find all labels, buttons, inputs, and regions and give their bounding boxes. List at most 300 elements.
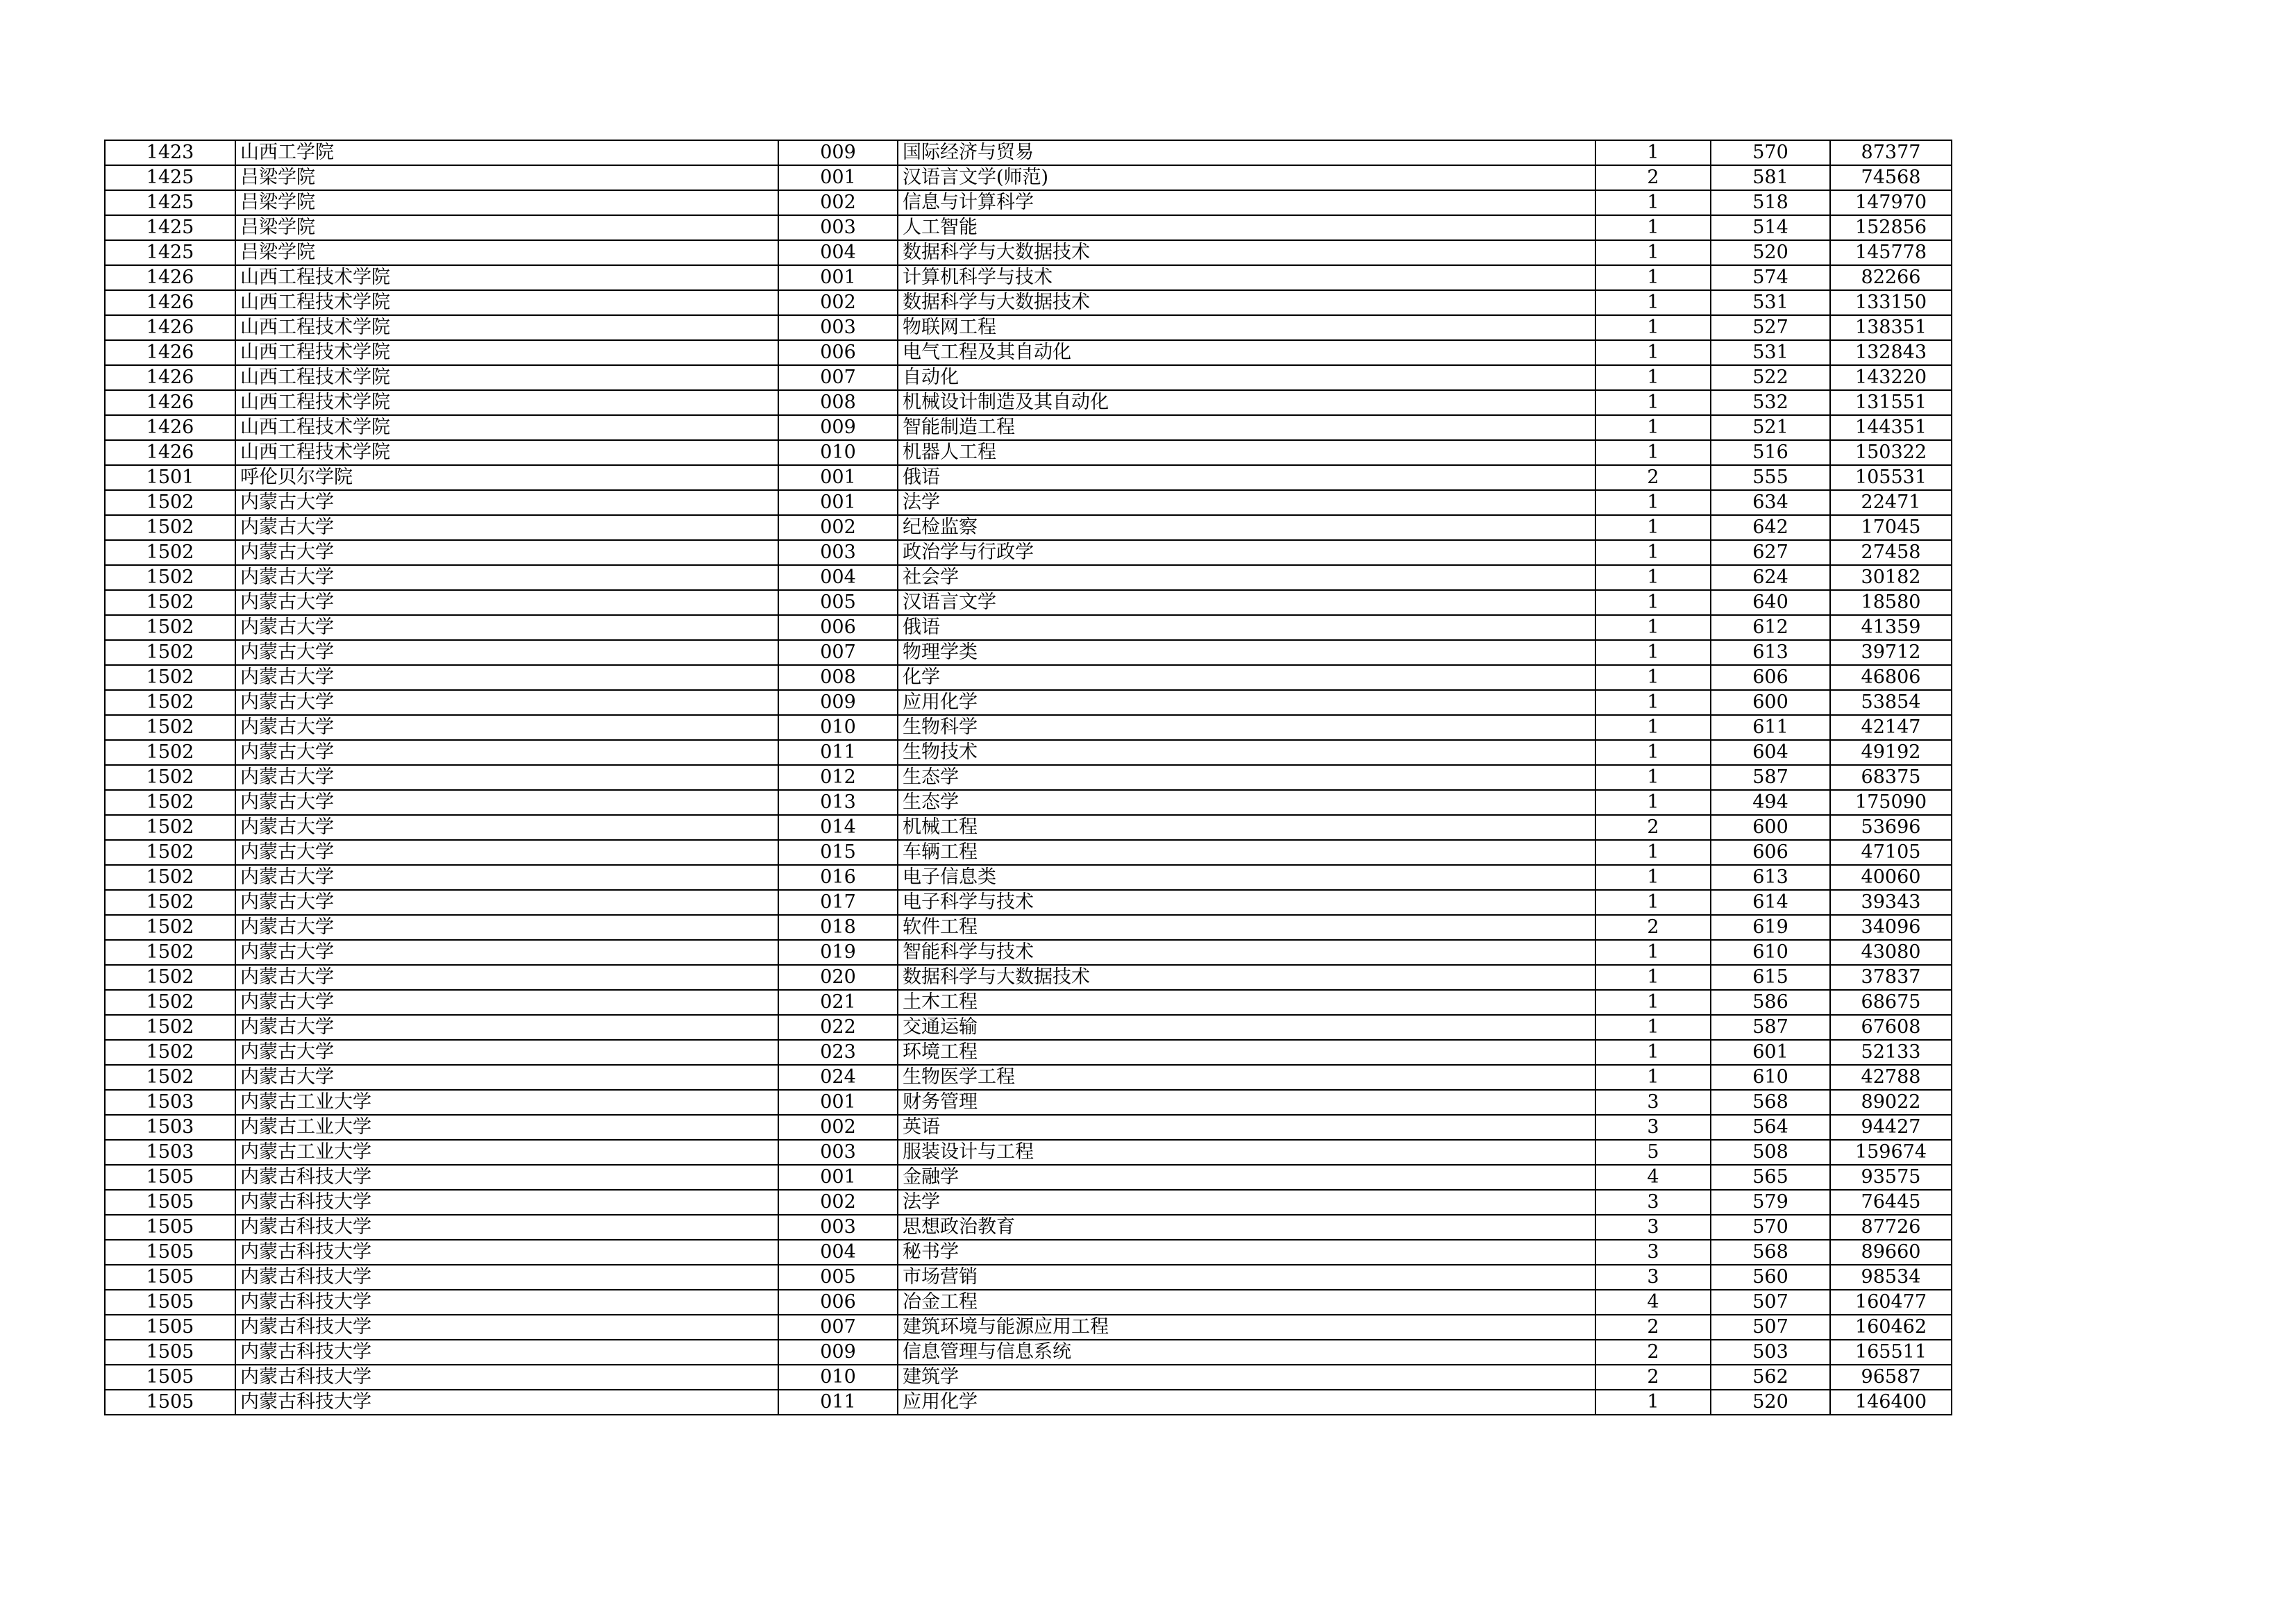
min-rank-cell: 47105 [1830,840,1952,865]
min-rank-cell: 30182 [1830,565,1952,590]
major-code-cell: 001 [778,1090,898,1115]
table-row [105,565,1952,590]
table-row [105,1165,1952,1190]
major-code-cell: 020 [778,965,898,990]
major-code-cell: 001 [778,265,898,290]
plan-count-cell: 1 [1595,265,1711,290]
major-name-cell: 社会学 [898,565,1595,590]
min-score-cell: 640 [1711,590,1830,615]
table-row [105,840,1952,865]
major-name-cell: 电子科学与技术 [898,890,1595,915]
major-code-cell: 006 [778,340,898,365]
major-code-cell: 005 [778,1265,898,1290]
school-name-cell: 内蒙古大学 [235,790,778,815]
major-name-cell: 机器人工程 [898,440,1595,465]
min-score-cell: 560 [1711,1265,1830,1290]
school-code-cell: 1426 [105,365,235,390]
table-row [105,315,1952,340]
school-name-cell: 内蒙古大学 [235,1015,778,1040]
school-name-cell: 内蒙古大学 [235,715,778,740]
major-code-cell: 007 [778,365,898,390]
table-row [105,865,1952,890]
min-rank-cell: 96587 [1830,1365,1952,1390]
plan-count-cell: 3 [1595,1215,1711,1240]
min-score-cell: 586 [1711,990,1830,1015]
plan-count-cell: 1 [1595,765,1711,790]
school-code-cell: 1426 [105,290,235,315]
table-row [105,1190,1952,1215]
major-name-cell: 智能科学与技术 [898,940,1595,965]
major-code-cell: 002 [778,1115,898,1140]
major-name-cell: 应用化学 [898,690,1595,715]
plan-count-cell: 4 [1595,1165,1711,1190]
school-name-cell: 内蒙古科技大学 [235,1240,778,1265]
school-code-cell: 1502 [105,1015,235,1040]
min-score-cell: 555 [1711,465,1830,490]
min-rank-cell: 39712 [1830,640,1952,665]
major-code-cell: 009 [778,690,898,715]
major-code-cell: 004 [778,565,898,590]
major-name-cell: 市场营销 [898,1265,1595,1290]
table-row [105,340,1952,365]
school-code-cell: 1502 [105,715,235,740]
min-score-cell: 619 [1711,915,1830,940]
table-row [105,665,1952,690]
min-rank-cell: 138351 [1830,315,1952,340]
major-name-cell: 生物医学工程 [898,1065,1595,1090]
min-rank-cell: 159674 [1830,1140,1952,1165]
plan-count-cell: 1 [1595,715,1711,740]
table-row [105,990,1952,1015]
plan-count-cell: 1 [1595,140,1711,165]
school-name-cell: 内蒙古大学 [235,865,778,890]
min-rank-cell: 150322 [1830,440,1952,465]
major-name-cell: 法学 [898,490,1595,515]
min-score-cell: 612 [1711,615,1830,640]
major-name-cell: 机械工程 [898,815,1595,840]
table-row [105,240,1952,265]
school-name-cell: 山西工程技术学院 [235,440,778,465]
table-row [105,1065,1952,1090]
min-score-cell: 587 [1711,765,1830,790]
major-name-cell: 化学 [898,665,1595,690]
table-row [105,715,1952,740]
min-score-cell: 601 [1711,1040,1830,1065]
min-score-cell: 570 [1711,1215,1830,1240]
table-row [105,1115,1952,1140]
major-name-cell: 智能制造工程 [898,415,1595,440]
min-score-cell: 531 [1711,290,1830,315]
plan-count-cell: 1 [1595,540,1711,565]
major-name-cell: 俄语 [898,615,1595,640]
min-score-cell: 624 [1711,565,1830,590]
major-name-cell: 俄语 [898,465,1595,490]
major-name-cell: 物联网工程 [898,315,1595,340]
min-rank-cell: 160477 [1830,1290,1952,1315]
min-score-cell: 527 [1711,315,1830,340]
min-rank-cell: 98534 [1830,1265,1952,1290]
school-name-cell: 山西工程技术学院 [235,340,778,365]
min-rank-cell: 42788 [1830,1065,1952,1090]
plan-count-cell: 1 [1595,1065,1711,1090]
school-name-cell: 山西工程技术学院 [235,415,778,440]
min-score-cell: 522 [1711,365,1830,390]
school-name-cell: 内蒙古大学 [235,765,778,790]
min-score-cell: 614 [1711,890,1830,915]
major-code-cell: 006 [778,1290,898,1315]
table-row [105,265,1952,290]
school-name-cell: 内蒙古大学 [235,565,778,590]
school-name-cell: 内蒙古工业大学 [235,1090,778,1115]
major-name-cell: 汉语言文学(师范) [898,165,1595,190]
school-code-cell: 1502 [105,865,235,890]
major-name-cell: 生物科学 [898,715,1595,740]
plan-count-cell: 1 [1595,940,1711,965]
school-code-cell: 1426 [105,440,235,465]
min-rank-cell: 87726 [1830,1215,1952,1240]
min-rank-cell: 43080 [1830,940,1952,965]
min-score-cell: 604 [1711,740,1830,765]
min-score-cell: 600 [1711,690,1830,715]
table-row [105,1240,1952,1265]
major-code-cell: 002 [778,515,898,540]
plan-count-cell: 1 [1595,1390,1711,1415]
major-name-cell: 思想政治教育 [898,1215,1595,1240]
major-name-cell: 物理学类 [898,640,1595,665]
min-score-cell: 568 [1711,1240,1830,1265]
major-code-cell: 002 [778,1190,898,1215]
min-rank-cell: 93575 [1830,1165,1952,1190]
min-rank-cell: 49192 [1830,740,1952,765]
school-code-cell: 1505 [105,1265,235,1290]
plan-count-cell: 2 [1595,1315,1711,1340]
min-score-cell: 627 [1711,540,1830,565]
table-row [105,765,1952,790]
major-name-cell: 数据科学与大数据技术 [898,965,1595,990]
min-rank-cell: 94427 [1830,1115,1952,1140]
school-name-cell: 内蒙古科技大学 [235,1165,778,1190]
school-code-cell: 1426 [105,415,235,440]
table-body [105,140,1952,1415]
plan-count-cell: 1 [1595,790,1711,815]
school-name-cell: 内蒙古科技大学 [235,1290,778,1315]
min-rank-cell: 143220 [1830,365,1952,390]
major-name-cell: 自动化 [898,365,1595,390]
min-rank-cell: 74568 [1830,165,1952,190]
min-score-cell: 570 [1711,140,1830,165]
major-code-cell: 003 [778,215,898,240]
min-rank-cell: 152856 [1830,215,1952,240]
plan-count-cell: 2 [1595,465,1711,490]
min-rank-cell: 87377 [1830,140,1952,165]
school-name-cell: 内蒙古大学 [235,540,778,565]
min-score-cell: 564 [1711,1115,1830,1140]
school-name-cell: 吕梁学院 [235,165,778,190]
major-code-cell: 001 [778,465,898,490]
min-score-cell: 565 [1711,1165,1830,1190]
major-code-cell: 004 [778,1240,898,1265]
major-code-cell: 004 [778,240,898,265]
min-rank-cell: 53854 [1830,690,1952,715]
major-code-cell: 002 [778,190,898,215]
major-name-cell: 英语 [898,1115,1595,1140]
plan-count-cell: 1 [1595,890,1711,915]
major-code-cell: 019 [778,940,898,965]
plan-count-cell: 1 [1595,615,1711,640]
min-rank-cell: 82266 [1830,265,1952,290]
min-rank-cell: 131551 [1830,390,1952,415]
school-name-cell: 内蒙古大学 [235,515,778,540]
plan-count-cell: 1 [1595,365,1711,390]
table-row [105,165,1952,190]
school-code-cell: 1503 [105,1115,235,1140]
table-row [105,690,1952,715]
min-rank-cell: 89660 [1830,1240,1952,1265]
major-code-cell: 013 [778,790,898,815]
plan-count-cell: 1 [1595,840,1711,865]
school-code-cell: 1505 [105,1190,235,1215]
table-row [105,640,1952,665]
min-rank-cell: 40060 [1830,865,1952,890]
min-score-cell: 516 [1711,440,1830,465]
school-code-cell: 1426 [105,315,235,340]
school-code-cell: 1502 [105,940,235,965]
school-code-cell: 1502 [105,815,235,840]
plan-count-cell: 1 [1595,215,1711,240]
plan-count-cell: 1 [1595,515,1711,540]
min-score-cell: 531 [1711,340,1830,365]
min-score-cell: 574 [1711,265,1830,290]
min-score-cell: 611 [1711,715,1830,740]
school-code-cell: 1501 [105,465,235,490]
school-code-cell: 1502 [105,665,235,690]
major-code-cell: 010 [778,715,898,740]
school-name-cell: 内蒙古科技大学 [235,1390,778,1415]
min-score-cell: 587 [1711,1015,1830,1040]
school-name-cell: 内蒙古大学 [235,1065,778,1090]
min-score-cell: 518 [1711,190,1830,215]
school-code-cell: 1425 [105,215,235,240]
school-name-cell: 吕梁学院 [235,215,778,240]
major-name-cell: 土木工程 [898,990,1595,1015]
min-rank-cell: 67608 [1830,1015,1952,1040]
plan-count-cell: 2 [1595,915,1711,940]
min-rank-cell: 68375 [1830,765,1952,790]
major-code-cell: 007 [778,640,898,665]
plan-count-cell: 1 [1595,865,1711,890]
table-row [105,290,1952,315]
min-score-cell: 508 [1711,1140,1830,1165]
school-name-cell: 内蒙古科技大学 [235,1190,778,1215]
school-code-cell: 1502 [105,690,235,715]
major-code-cell: 010 [778,440,898,465]
table-row [105,1015,1952,1040]
school-name-cell: 山西工程技术学院 [235,315,778,340]
major-name-cell: 金融学 [898,1165,1595,1190]
table-row [105,965,1952,990]
min-rank-cell: 175090 [1830,790,1952,815]
school-code-cell: 1423 [105,140,235,165]
plan-count-cell: 1 [1595,315,1711,340]
major-name-cell: 电子信息类 [898,865,1595,890]
school-name-cell: 内蒙古大学 [235,990,778,1015]
plan-count-cell: 3 [1595,1240,1711,1265]
school-code-cell: 1502 [105,790,235,815]
table-row [105,1090,1952,1115]
table-row [105,1290,1952,1315]
major-name-cell: 冶金工程 [898,1290,1595,1315]
school-code-cell: 1505 [105,1340,235,1365]
major-code-cell: 015 [778,840,898,865]
plan-count-cell: 3 [1595,1090,1711,1115]
school-name-cell: 山西工程技术学院 [235,365,778,390]
plan-count-cell: 2 [1595,1365,1711,1390]
table-row [105,215,1952,240]
table-row [105,790,1952,815]
school-name-cell: 内蒙古大学 [235,965,778,990]
school-code-cell: 1502 [105,990,235,1015]
school-name-cell: 内蒙古科技大学 [235,1340,778,1365]
min-score-cell: 514 [1711,215,1830,240]
school-code-cell: 1502 [105,640,235,665]
school-code-cell: 1425 [105,190,235,215]
plan-count-cell: 1 [1595,340,1711,365]
plan-count-cell: 2 [1595,165,1711,190]
major-name-cell: 数据科学与大数据技术 [898,290,1595,315]
major-code-cell: 003 [778,540,898,565]
min-score-cell: 634 [1711,490,1830,515]
major-code-cell: 001 [778,490,898,515]
major-name-cell: 生态学 [898,790,1595,815]
school-code-cell: 1426 [105,340,235,365]
school-name-cell: 内蒙古大学 [235,690,778,715]
major-code-cell: 011 [778,1390,898,1415]
min-rank-cell: 46806 [1830,665,1952,690]
plan-count-cell: 1 [1595,565,1711,590]
table-row [105,1215,1952,1240]
min-score-cell: 606 [1711,840,1830,865]
school-name-cell: 内蒙古大学 [235,915,778,940]
table-row [105,465,1952,490]
min-rank-cell: 53696 [1830,815,1952,840]
major-name-cell: 车辆工程 [898,840,1595,865]
major-name-cell: 建筑学 [898,1365,1595,1390]
school-name-cell: 山西工程技术学院 [235,290,778,315]
major-name-cell: 电气工程及其自动化 [898,340,1595,365]
plan-count-cell: 1 [1595,290,1711,315]
min-score-cell: 610 [1711,940,1830,965]
major-code-cell: 017 [778,890,898,915]
major-code-cell: 008 [778,390,898,415]
min-score-cell: 642 [1711,515,1830,540]
plan-count-cell: 5 [1595,1140,1711,1165]
min-rank-cell: 18580 [1830,590,1952,615]
school-code-cell: 1505 [105,1365,235,1390]
school-code-cell: 1502 [105,915,235,940]
table-row [105,190,1952,215]
major-code-cell: 003 [778,315,898,340]
table-row [105,740,1952,765]
school-name-cell: 山西工程技术学院 [235,265,778,290]
plan-count-cell: 1 [1595,690,1711,715]
plan-count-cell: 1 [1595,440,1711,465]
table-row [105,540,1952,565]
major-code-cell: 005 [778,590,898,615]
school-code-cell: 1502 [105,515,235,540]
major-name-cell: 服装设计与工程 [898,1140,1595,1165]
major-name-cell: 汉语言文学 [898,590,1595,615]
min-rank-cell: 52133 [1830,1040,1952,1065]
plan-count-cell: 1 [1595,390,1711,415]
min-rank-cell: 68675 [1830,990,1952,1015]
plan-count-cell: 3 [1595,1115,1711,1140]
major-code-cell: 021 [778,990,898,1015]
school-name-cell: 山西工程技术学院 [235,390,778,415]
school-code-cell: 1502 [105,490,235,515]
school-code-cell: 1505 [105,1240,235,1265]
min-rank-cell: 39343 [1830,890,1952,915]
school-code-cell: 1505 [105,1215,235,1240]
min-rank-cell: 22471 [1830,490,1952,515]
plan-count-cell: 1 [1595,490,1711,515]
school-name-cell: 内蒙古大学 [235,740,778,765]
major-name-cell: 环境工程 [898,1040,1595,1065]
major-name-cell: 建筑环境与能源应用工程 [898,1315,1595,1340]
major-code-cell: 002 [778,290,898,315]
major-code-cell: 007 [778,1315,898,1340]
plan-count-cell: 1 [1595,665,1711,690]
major-name-cell: 生态学 [898,765,1595,790]
min-rank-cell: 27458 [1830,540,1952,565]
plan-count-cell: 1 [1595,1015,1711,1040]
school-name-cell: 吕梁学院 [235,190,778,215]
table-row [105,1390,1952,1415]
plan-count-cell: 1 [1595,590,1711,615]
major-name-cell: 财务管理 [898,1090,1595,1115]
school-code-cell: 1426 [105,390,235,415]
plan-count-cell: 2 [1595,1340,1711,1365]
table-row [105,490,1952,515]
table-row [105,890,1952,915]
major-code-cell: 023 [778,1040,898,1065]
school-code-cell: 1502 [105,890,235,915]
table-row [105,1315,1952,1340]
major-code-cell: 008 [778,665,898,690]
school-name-cell: 山西工学院 [235,140,778,165]
min-rank-cell: 147970 [1830,190,1952,215]
school-code-cell: 1503 [105,1090,235,1115]
plan-count-cell: 1 [1595,740,1711,765]
major-code-cell: 010 [778,1365,898,1390]
min-score-cell: 520 [1711,1390,1830,1415]
min-score-cell: 615 [1711,965,1830,990]
min-score-cell: 507 [1711,1290,1830,1315]
min-rank-cell: 133150 [1830,290,1952,315]
min-score-cell: 600 [1711,815,1830,840]
table-row [105,590,1952,615]
plan-count-cell: 2 [1595,815,1711,840]
school-code-cell: 1502 [105,540,235,565]
school-code-cell: 1502 [105,1040,235,1065]
min-rank-cell: 165511 [1830,1340,1952,1365]
school-name-cell: 内蒙古科技大学 [235,1215,778,1240]
table-row [105,390,1952,415]
school-code-cell: 1502 [105,1065,235,1090]
plan-count-cell: 4 [1595,1290,1711,1315]
plan-count-cell: 1 [1595,1040,1711,1065]
min-rank-cell: 37837 [1830,965,1952,990]
min-rank-cell: 132843 [1830,340,1952,365]
